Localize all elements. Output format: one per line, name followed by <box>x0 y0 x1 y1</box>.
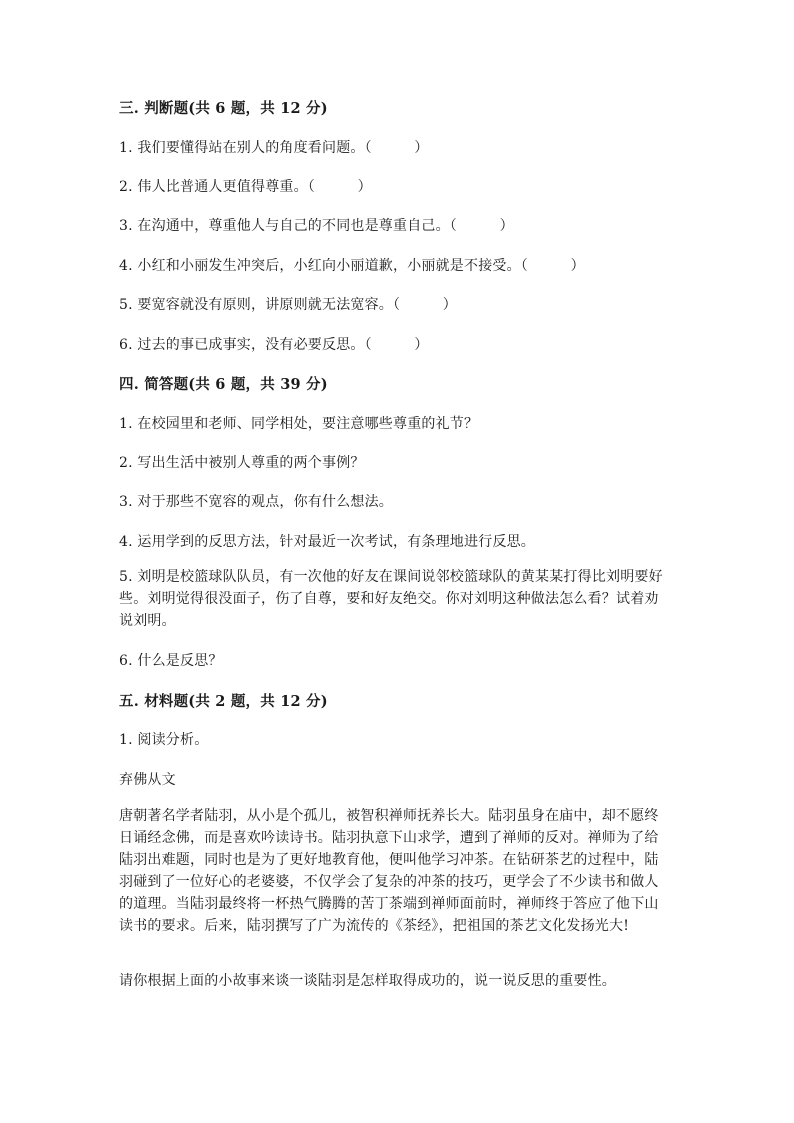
judgment-item-6: 6. 过去的事已成事实，没有必要反思。（ ） <box>119 337 429 353</box>
judgment-item-3: 3. 在沟通中，尊重他人与自己的不同也是尊重自己。（ ） <box>119 218 514 234</box>
short-answer-item-5: 5. 刘明是校篮球队队员，有一次他的好友在课间说邻校篮球队的黄某某打得比刘明要好些。刘明觉得很没面子，伤了自尊，要和好友绝交。你对刘明这种做法怎么看？试着劝说刘明。 <box>119 569 663 629</box>
judgment-item-5: 5. 要宽容就没有原则，讲原则就无法宽容。（ ） <box>119 297 458 313</box>
section-4-heading: 四. 简答题(共 6 题，共 39 分) <box>119 376 328 393</box>
section-5-heading: 五. 材料题(共 2 题，共 12 分) <box>119 693 328 710</box>
short-answer-item-1: 1. 在校园里和老师、同学相处，要注意哪些尊重的礼节？ <box>119 416 479 432</box>
short-answer-item-6: 6. 什么是反思？ <box>119 653 223 669</box>
short-answer-item-2: 2. 写出生活中被别人尊重的两个事例？ <box>119 455 365 471</box>
judgment-item-2: 2. 伟人比普通人更值得尊重。（ ） <box>119 179 372 195</box>
judgment-item-4: 4. 小红和小丽发生冲突后，小红向小丽道歉，小丽就是不接受。（ ） <box>119 258 585 274</box>
section-3-heading: 三. 判断题(共 6 题，共 12 分) <box>119 100 328 117</box>
material-item-1: 1. 阅读分析。 <box>119 732 209 748</box>
judgment-item-1: 1. 我们要懂得站在别人的角度看问题。（ ） <box>119 140 429 156</box>
short-answer-item-3: 3. 对于那些不宽容的观点，你有什么想法。 <box>119 494 394 510</box>
short-answer-item-4: 4. 运用学到的反思方法，针对最近一次考试，有条理地进行反思。 <box>119 534 536 550</box>
material-question: 请你根据上面的小故事来谈一谈陆羽是怎样取得成功的，说一说反思的重要性。 <box>119 973 616 989</box>
story-title: 弃佛从文 <box>119 772 176 788</box>
story-paragraph: 唐朝著名学者陆羽，从小是个孤儿，被智积禅师抚养长大。陆羽虽身在庙中，却不愿终日诵经念佛，而是喜欢吟读诗书。陆羽执意下山求学，遭到了禅师的反对。禅师为了给陆羽出难题，同时也是为了更好地教育他，便叫他学习冲茶。在钻研茶艺的过程中，陆羽碰到了一位好心的老婆婆，不仅学会了复杂的冲茶的技巧，更学会了不少读书和做人的道理。当陆羽最终将一杯热气腾腾的苦丁茶端到禅师面前时，禅师终于答应了他下山读书的要求。后来，陆羽撰写了广为流传的《茶经》，把祖国的茶艺文化发扬光大! <box>119 808 659 934</box>
